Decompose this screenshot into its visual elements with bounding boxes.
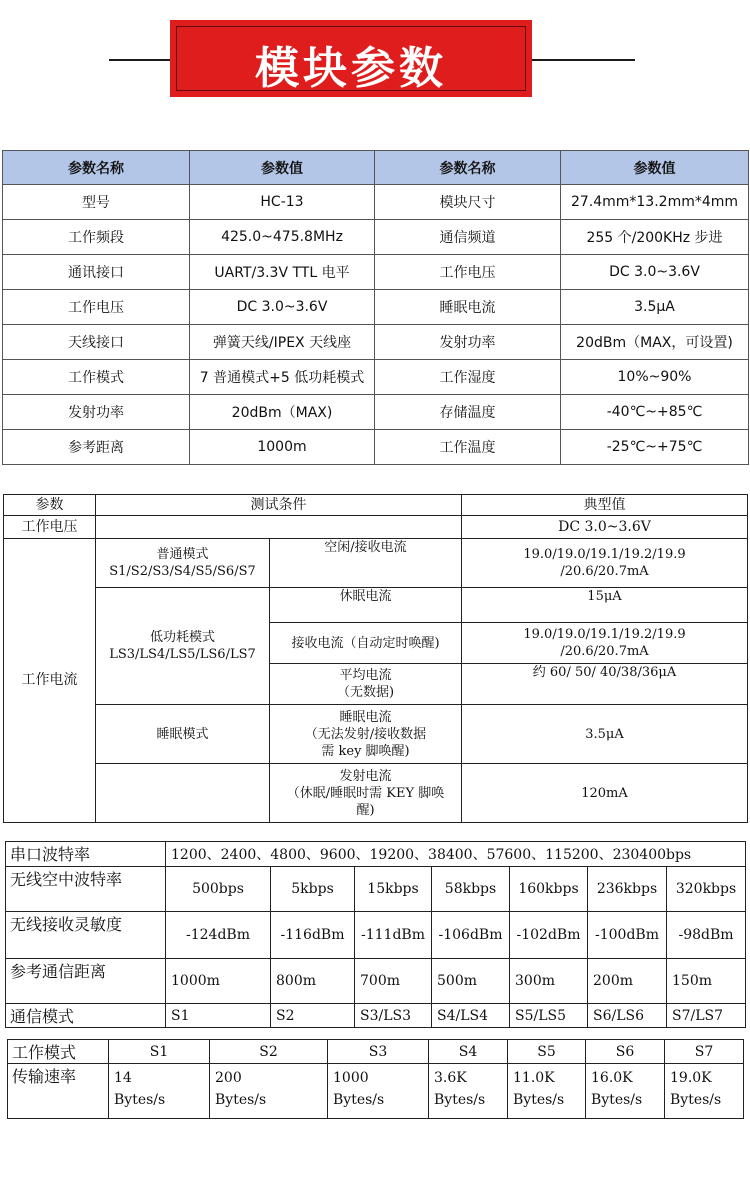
param-value: DC 3.0~3.6V — [190, 290, 375, 325]
air-rate-label: 无线空中波特率 — [6, 867, 166, 912]
speed-unit: Bytes/s — [513, 1092, 565, 1108]
param-name: 工作电压 — [3, 290, 190, 325]
param-value: 20dBm（MAX，可设置) — [561, 325, 749, 360]
param-name: 睡眠电流 — [375, 290, 561, 325]
baud-label: 串口波特率 — [6, 842, 166, 867]
baud-value: 1200、2400、4800、9600、19200、38400、57600、115200、230400bps — [166, 842, 746, 867]
normal-mode-cell — [96, 539, 270, 588]
distance-label: 参考通信距离 — [6, 959, 166, 1004]
sleep-cond-line3: 需 key 脚唤醒) — [321, 743, 410, 759]
sensitivity-value: -100dBm — [588, 912, 667, 959]
speed-value: 16.0K — [591, 1070, 633, 1086]
air-rate-value: 500bps — [166, 867, 271, 912]
speed-value: 3.6K — [434, 1070, 467, 1086]
comm-mode-value: S5/LS5 — [510, 1004, 588, 1028]
normal-mode-row — [4, 539, 748, 588]
sleep-mode-name: 睡眠模式 — [96, 705, 270, 764]
params-table — [2, 150, 749, 465]
tx-cond-line3: 醒) — [356, 802, 375, 818]
sleep-mode-row — [4, 705, 748, 764]
table-row — [3, 185, 749, 220]
speed-unit: Bytes/s — [215, 1092, 267, 1108]
distance-value: 200m — [588, 959, 667, 1004]
comm-mode-row — [6, 1004, 746, 1028]
speed-cell — [665, 1064, 744, 1119]
voltage-row — [4, 516, 748, 539]
sensitivity-value: -111dBm — [355, 912, 432, 959]
lowpower-rx-value-line1: 19.0/19.0/19.1/19.2/19.9 — [523, 627, 686, 642]
normal-value-line1: 19.0/19.0/19.1/19.2/19.9 — [523, 547, 686, 562]
sensitivity-row — [6, 912, 746, 959]
work-mode-value: S5 — [508, 1040, 586, 1064]
table-row — [3, 395, 749, 430]
tx-mode-cell — [96, 764, 270, 823]
air-rate-value: 58kbps — [432, 867, 510, 912]
comm-mode-value: S3/LS3 — [355, 1004, 432, 1028]
current-header-cond: 测试条件 — [96, 495, 462, 516]
sensitivity-value: -98dBm — [667, 912, 746, 959]
speed-cell — [210, 1064, 328, 1119]
distance-value: 1000m — [166, 959, 271, 1004]
work-mode-value: S7 — [665, 1040, 744, 1064]
lowpower-mode-name: 低功耗模式 — [149, 630, 215, 645]
speed-value: 200 — [215, 1070, 242, 1086]
param-name: 工作电压 — [375, 255, 561, 290]
sleep-cond-cell — [270, 705, 462, 764]
param-value: 1000m — [190, 430, 375, 465]
normal-mode-list: S1/S2/S3/S4/S5/S6/S7 — [109, 564, 256, 579]
comm-mode-value: S6/LS6 — [588, 1004, 667, 1028]
current-header-typ: 典型值 — [462, 495, 748, 516]
table-row — [3, 325, 749, 360]
lowpower-rx-value-line2: /20.6/20.7mA — [560, 644, 649, 659]
param-value: 20dBm（MAX) — [190, 395, 375, 430]
work-mode-value: S1 — [109, 1040, 210, 1064]
current-table — [3, 494, 748, 823]
normal-value-cell — [462, 539, 748, 588]
current-header-row — [4, 495, 748, 516]
normal-mode-name: 普通模式 — [156, 547, 209, 562]
param-value: DC 3.0~3.6V — [561, 255, 749, 290]
work-mode-row — [8, 1040, 744, 1064]
lowpower-avg-value: 约 60/ 50/ 40/38/36μA — [462, 664, 748, 705]
tx-cond-line2: （休眠/睡眠时需 KEY 脚唤 — [286, 785, 445, 801]
params-header-name: 参数名称 — [375, 151, 561, 185]
lowpower-sleep-cond: 休眠电流 — [270, 588, 462, 623]
lowpower-mode-cell — [96, 588, 270, 705]
tx-row — [4, 764, 748, 823]
voltage-cond — [96, 516, 462, 539]
comm-mode-value: S4/LS4 — [432, 1004, 510, 1028]
distance-row — [6, 959, 746, 1004]
param-value: 10%~90% — [561, 360, 749, 395]
baud-row — [6, 842, 746, 867]
param-value: 弹簧天线/IPEX 天线座 — [190, 325, 375, 360]
param-name: 工作温度 — [375, 430, 561, 465]
comm-mode-value: S2 — [271, 1004, 355, 1028]
comm-mode-label: 通信模式 — [6, 1004, 166, 1028]
param-name: 通信频道 — [375, 220, 561, 255]
work-mode-value: S4 — [429, 1040, 508, 1064]
table-row — [3, 360, 749, 395]
param-name: 模块尺寸 — [375, 185, 561, 220]
param-name: 工作湿度 — [375, 360, 561, 395]
table-row — [3, 220, 749, 255]
normal-cond: 空闲/接收电流 — [270, 539, 462, 588]
params-header-row — [3, 151, 749, 185]
param-name: 通讯接口 — [3, 255, 190, 290]
sleep-cond-line2: （无法发射/接收数据 — [304, 726, 427, 742]
speed-row — [8, 1064, 744, 1119]
speed-value: 1000 — [333, 1070, 369, 1086]
param-name: 存储温度 — [375, 395, 561, 430]
speed-unit: Bytes/s — [434, 1092, 486, 1108]
lowpower-sleep-value: 15μA — [462, 588, 748, 623]
sleep-value: 3.5μA — [462, 705, 748, 764]
lowpower-rx-cond: 接收电流（自动定时唤醒) — [270, 623, 462, 664]
distance-value: 300m — [510, 959, 588, 1004]
lowpower-sleep-row — [4, 588, 748, 623]
tx-cond-cell — [270, 764, 462, 823]
sensitivity-label: 无线接收灵敏度 — [6, 912, 166, 959]
param-name: 天线接口 — [3, 325, 190, 360]
param-name: 工作频段 — [3, 220, 190, 255]
distance-value: 700m — [355, 959, 432, 1004]
param-name: 型号 — [3, 185, 190, 220]
banner-title: 模块参数 — [255, 43, 447, 94]
param-name: 发射功率 — [3, 395, 190, 430]
banner-right-line — [532, 59, 635, 61]
speed-value: 11.0K — [513, 1070, 555, 1086]
tx-value: 120mA — [462, 764, 748, 823]
table-row — [3, 255, 749, 290]
speed-unit: Bytes/s — [114, 1092, 166, 1108]
speed-value: 14 — [114, 1070, 132, 1086]
air-rate-value: 160kbps — [510, 867, 588, 912]
speed-cell — [328, 1064, 429, 1119]
tx-cond-line1: 发射电流 — [339, 768, 392, 784]
current-header-param: 参数 — [4, 495, 96, 516]
params-header-value: 参数值 — [190, 151, 375, 185]
current-label: 工作电流 — [4, 539, 96, 823]
params-header-value: 参数值 — [561, 151, 749, 185]
air-rate-row — [6, 867, 746, 912]
air-rate-value: 5kbps — [271, 867, 355, 912]
param-name: 参考距离 — [3, 430, 190, 465]
work-mode-value: S3 — [328, 1040, 429, 1064]
work-mode-value: S6 — [586, 1040, 665, 1064]
speed-cell — [109, 1064, 210, 1119]
param-value: HC-13 — [190, 185, 375, 220]
speed-unit: Bytes/s — [333, 1092, 385, 1108]
sensitivity-value: -124dBm — [166, 912, 271, 959]
work-mode-label: 工作模式 — [8, 1040, 109, 1064]
speed-label: 传输速率 — [8, 1064, 109, 1119]
lowpower-mode-list: LS3/LS4/LS5/LS6/LS7 — [109, 647, 256, 662]
distance-value: 500m — [432, 959, 510, 1004]
table-row — [3, 290, 749, 325]
sleep-cond-line1: 睡眠电流 — [339, 709, 392, 725]
speed-cell — [508, 1064, 586, 1119]
speed-unit: Bytes/s — [670, 1092, 722, 1108]
distance-value: 800m — [271, 959, 355, 1004]
speed-table — [7, 1039, 744, 1119]
comm-mode-value: S7/LS7 — [667, 1004, 746, 1028]
rate-table — [5, 841, 746, 1028]
param-value: 255 个/200KHz 步进 — [561, 220, 749, 255]
air-rate-value: 15kbps — [355, 867, 432, 912]
table-row — [3, 430, 749, 465]
param-value: 3.5μA — [561, 290, 749, 325]
lowpower-avg-cond-line1: 平均电流 — [339, 668, 392, 683]
param-value: -40℃~+85℃ — [561, 395, 749, 430]
speed-unit: Bytes/s — [591, 1092, 643, 1108]
lowpower-avg-cond-line2: （无数据) — [336, 685, 395, 700]
banner-left-line — [109, 59, 170, 61]
sensitivity-value: -106dBm — [432, 912, 510, 959]
param-name: 发射功率 — [375, 325, 561, 360]
sensitivity-value: -116dBm — [271, 912, 355, 959]
param-value: -25℃~+75℃ — [561, 430, 749, 465]
distance-value: 150m — [667, 959, 746, 1004]
voltage-label: 工作电压 — [4, 516, 96, 539]
comm-mode-value: S1 — [166, 1004, 271, 1028]
air-rate-value: 236kbps — [588, 867, 667, 912]
param-value: UART/3.3V TTL 电平 — [190, 255, 375, 290]
speed-cell — [586, 1064, 665, 1119]
banner — [170, 20, 532, 97]
param-value: 7 普通模式+5 低功耗模式 — [190, 360, 375, 395]
param-value: 425.0~475.8MHz — [190, 220, 375, 255]
speed-value: 19.0K — [670, 1070, 712, 1086]
air-rate-value: 320kbps — [667, 867, 746, 912]
normal-value-line2: /20.6/20.7mA — [560, 564, 649, 579]
work-mode-value: S2 — [210, 1040, 328, 1064]
speed-cell — [429, 1064, 508, 1119]
lowpower-avg-cond-cell — [270, 664, 462, 705]
voltage-value: DC 3.0~3.6V — [462, 516, 748, 539]
sensitivity-value: -102dBm — [510, 912, 588, 959]
param-name: 工作模式 — [3, 360, 190, 395]
param-value: 27.4mm*13.2mm*4mm — [561, 185, 749, 220]
lowpower-rx-value-cell — [462, 623, 748, 664]
params-header-name: 参数名称 — [3, 151, 190, 185]
